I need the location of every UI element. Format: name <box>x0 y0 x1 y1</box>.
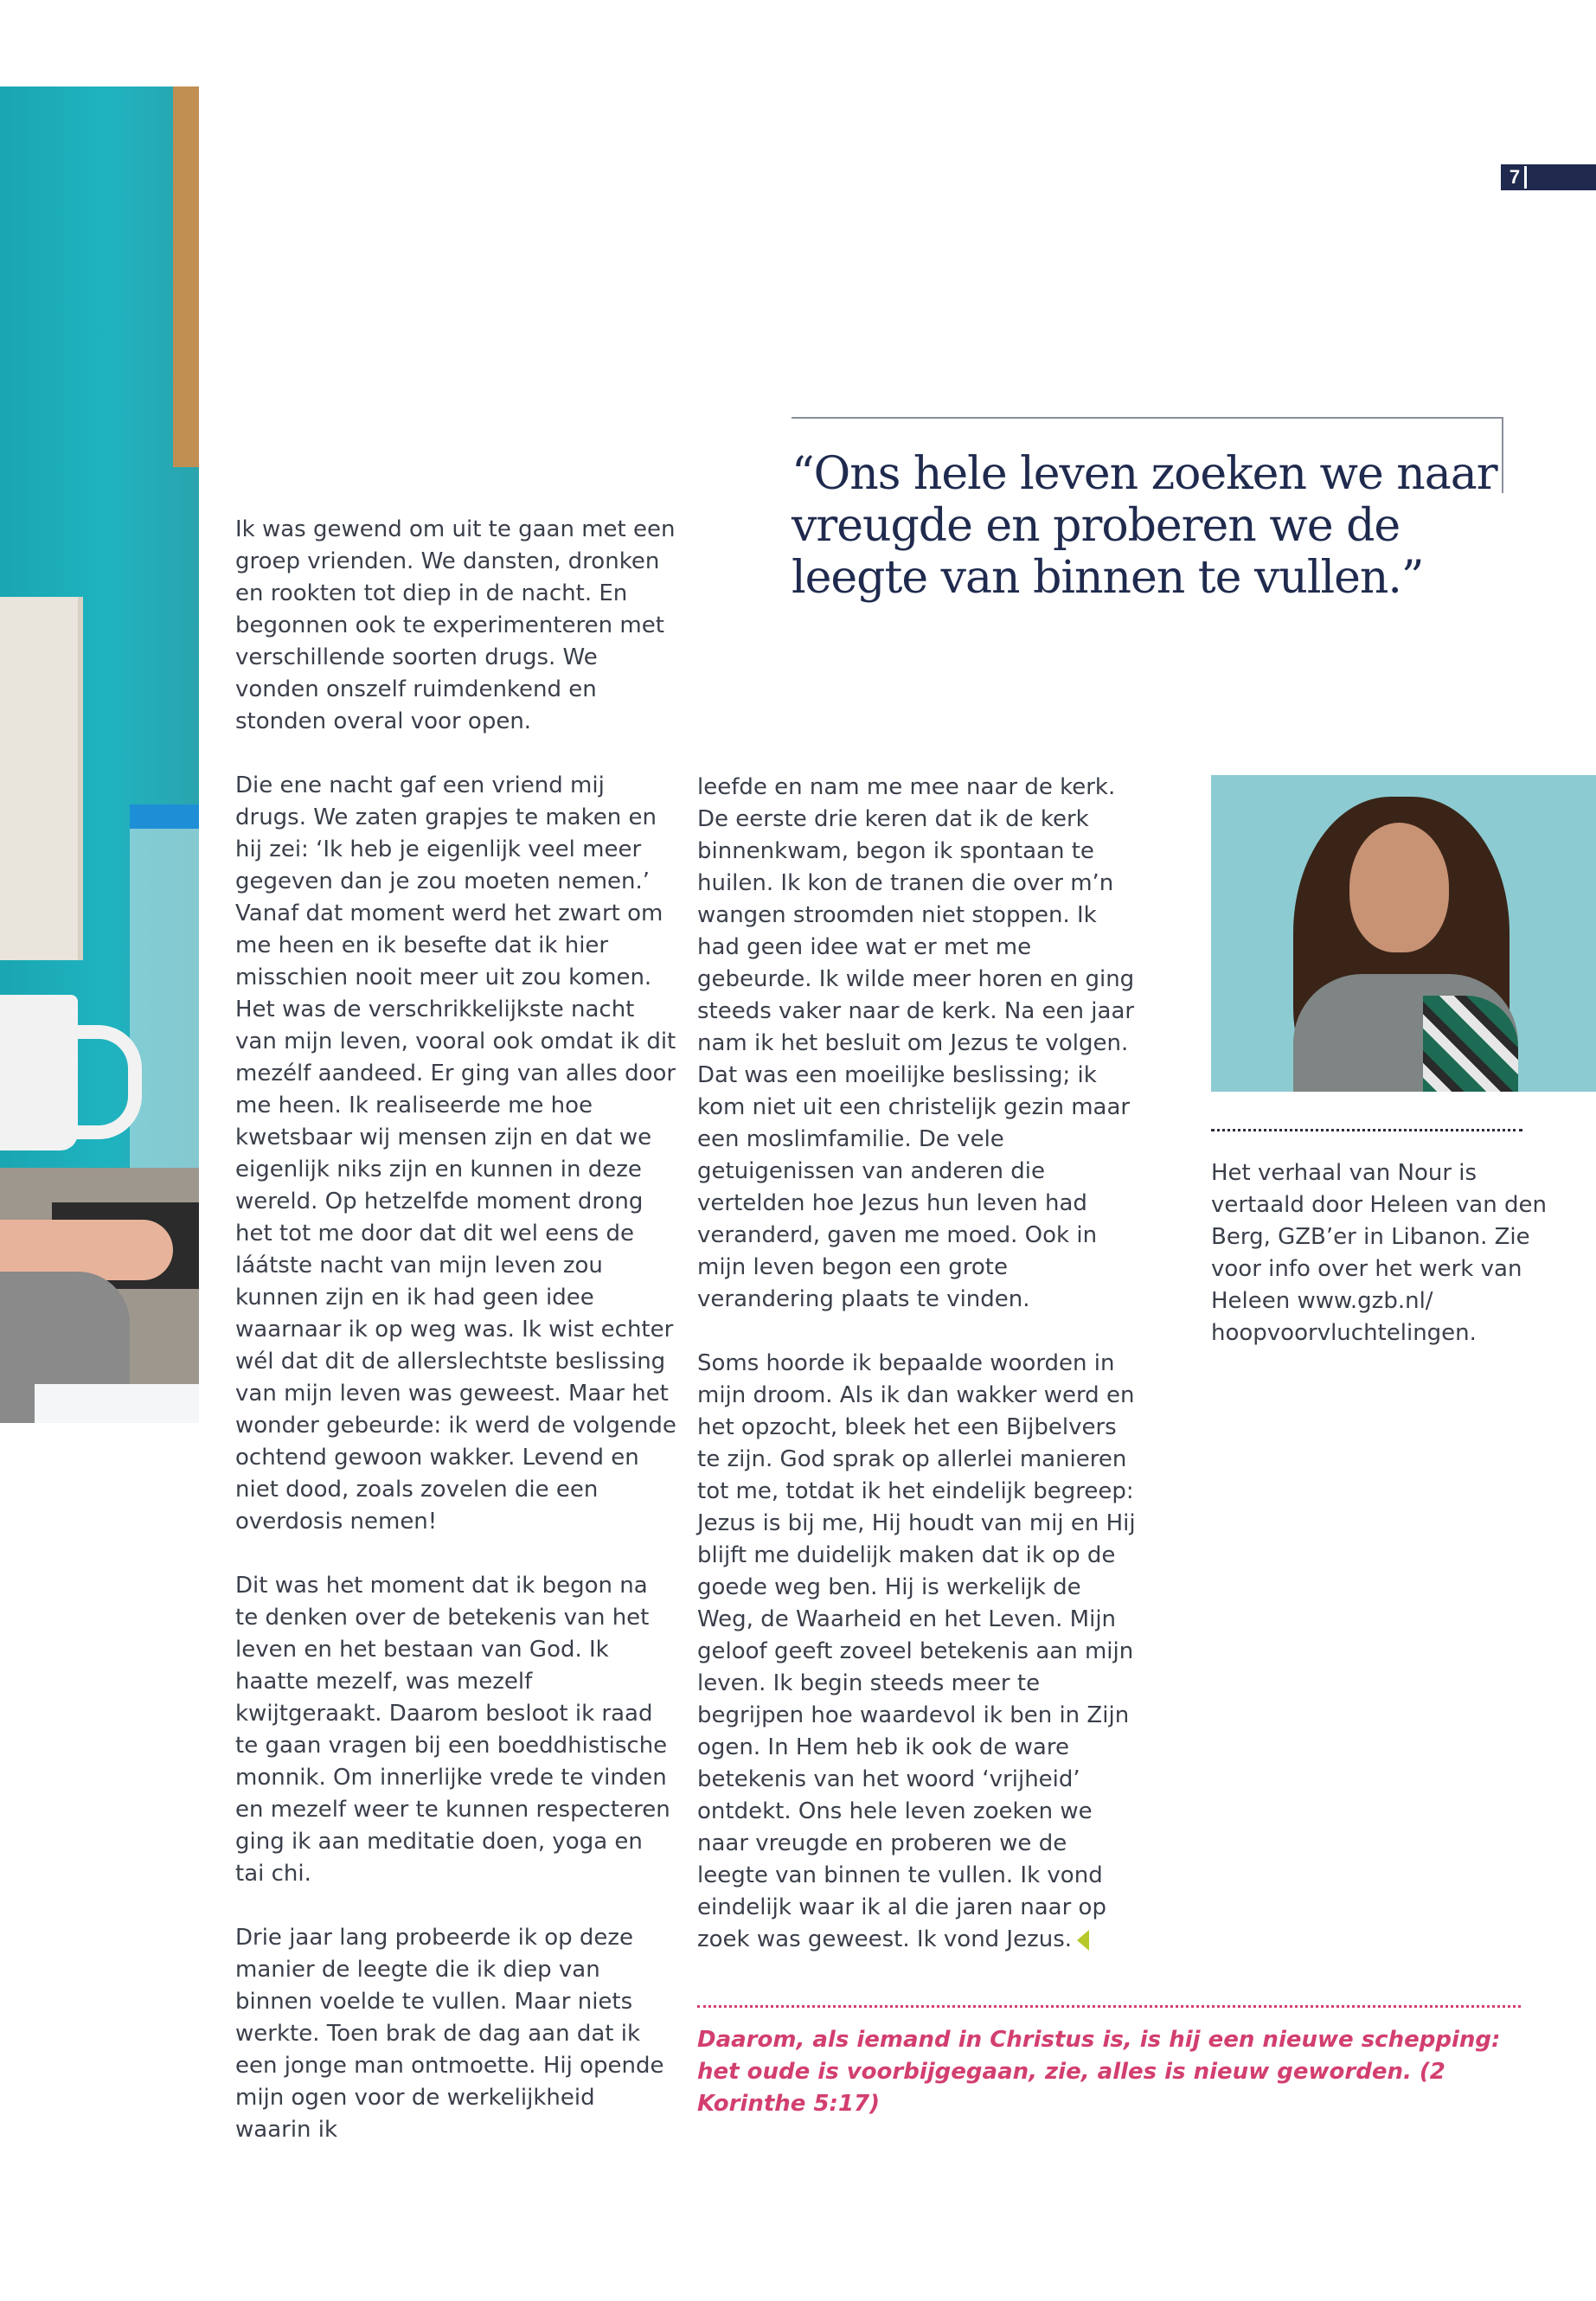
photo-mug-handle-shape <box>76 1025 142 1139</box>
photo-caption: Het verhaal van Nour is vertaald door Heleen van den Berg, GZB’er in Libanon. Zie voor info over het werk van Heleen www.gzb.nl/ hoopvoorvluchtelingen. <box>1211 1160 1547 1346</box>
photo-desk <box>0 87 199 1423</box>
paragraph: Ik was gewend om uit te gaan met een groep vrienden. We dansten, dronken en rookten tot diep in de nacht. En begonnen ook te experimenteren met verschillende soorten drugs. We vonden onszelf ruimdenkend en stonden overal voor open. <box>235 516 676 734</box>
photo-bottle-shape <box>130 804 199 1218</box>
quote-rule-top <box>792 417 1503 419</box>
page-number: 7 <box>1509 166 1521 188</box>
paragraph-text: Soms hoorde ik bepaalde woorden in mijn droom. Als ik dan wakker werd en het opzocht, bleek het een Bijbelvers te zijn. God sprak op allerlei manieren tot me, totdat ik het eindelijk begreep: Jezus is bij me, Hij houdt van mij en Hij blijft me duidelijk maken dat ik op de goede weg ben. Hij is werkelijk de Weg, de Waarheid en het Leven. Mijn geloof geeft zoveel betekenis aan mijn leven. Ik begin steeds meer te begrijpen hoe waardevol ik ben in Zijn ogen. In Hem heb ik ook de ware betekenis van het woord ‘vrijheid’ ontdekt. Ons hele leven zoeken we naar vreugde en proberen we de leegte van binnen te vullen. Ik vond eindelijk waar ik al die jaren naar op zoek was geweest. Ik vond Jezus. <box>697 1350 1136 1952</box>
quote-rule-side <box>1502 417 1503 493</box>
portrait-photo <box>1211 775 1596 1092</box>
pull-quote-line: vreugde en proberen we de <box>792 500 1401 552</box>
paragraph: Drie jaar lang probeerde ik op deze manier de leegte die ik diep van binnen voelde te vullen. Maar niets werkte. Toen brak de dag aan dat ik een jonge man ontmoette. Hij opende mijn ogen voor de werkelijkheid waarin ik <box>235 1925 664 2143</box>
paragraph: Dit was het moment dat ik begon na te denken over de betekenis van het leven en het bestaan van God. Ik haatte mezelf, was mezelf kwijtgeraakt. Daarom besloot ik raad te gaan vragen bij een boeddhistische monnik. Om innerlijke vrede te vinden en mezelf weer te kunnen respecteren ging ik aan meditatie doen, yoga en tai chi. <box>235 1573 670 1887</box>
verse-divider <box>697 2005 1521 2008</box>
photo-mug-shape <box>0 995 78 1150</box>
pull-quote-line: “Ons hele leven zoeken we naar <box>792 448 1497 500</box>
photo-paper-shape <box>35 1384 199 1423</box>
photo-frame-shape <box>173 87 199 467</box>
triangle-left-icon <box>1077 1930 1089 1951</box>
photo-shelf-shape <box>0 597 83 960</box>
article-column-2 <box>697 772 1138 1988</box>
caption-divider <box>1211 1129 1522 1131</box>
pull-quote <box>792 448 1501 604</box>
portrait-face-shape <box>1349 823 1449 952</box>
bible-verse: Daarom, als iemand in Christus is, is hij een nieuwe schepping: het oude is voorbijgegaan, zie, alles is nieuw geworden. (2 Korinthe 5:17) <box>697 2027 1501 2117</box>
pull-quote-line: leegte van binnen te vullen.” <box>792 552 1424 604</box>
paragraph: Die ene nacht gaf een vriend mij drugs. We zaten grapjes te maken en hij zei: ‘Ik heb je eigenlijk veel meer gegeven dan je zou moeten nemen.’ Vanaf dat moment werd het zwart om me heen en ik besefte dat ik hier misschien nooit meer uit zou komen. Het was de verschrikkelijkste nacht van mijn leven, vooral ook omdat ik dit mezélf aandeed. Er ging van alles door me heen. Ik realiseerde me hoe kwetsbaar wij mensen zijn en dat we eigenlijk niks zijn en kunnen in deze wereld. Op hetzelfde moment drong het tot me door dat dit wel eens de láátste nacht van mijn leven zou kunnen zijn en ik had geen idee waarnaar ik op weg was. Ik wist echter wél dat dit de allerslechtste beslissing van mijn leven was geweest. Maar het wonder gebeurde: ik werd de volgende ochtend gewoon wakker. Levend en niet dood, zoals zovelen die een overdosis nemen! <box>235 772 676 1535</box>
paragraph: leefde en nam me mee naar de kerk. De eerste drie keren dat ik de kerk binnenkwam, begon ik spontaan te huilen. Ik kon de tranen die over m’n wangen stroomden niet stoppen. Ik had geen idee wat er met me gebeurde. Ik wilde meer horen en ging steeds vaker naar de kerk. Na een jaar nam ik het besluit om Jezus te volgen. Dat was een moeilijke beslissing; ik kom niet uit een christelijk gezin maar een moslimfamilie. De vele getuigenissen van anderen die vertelden hoe Jezus hun leven had veranderd, gaven me moed. Ook in mijn leven begon een grote verandering plaats te vinden. <box>697 774 1135 1312</box>
paragraph-last <box>697 1348 1138 1956</box>
article-column-1 <box>235 514 676 2178</box>
